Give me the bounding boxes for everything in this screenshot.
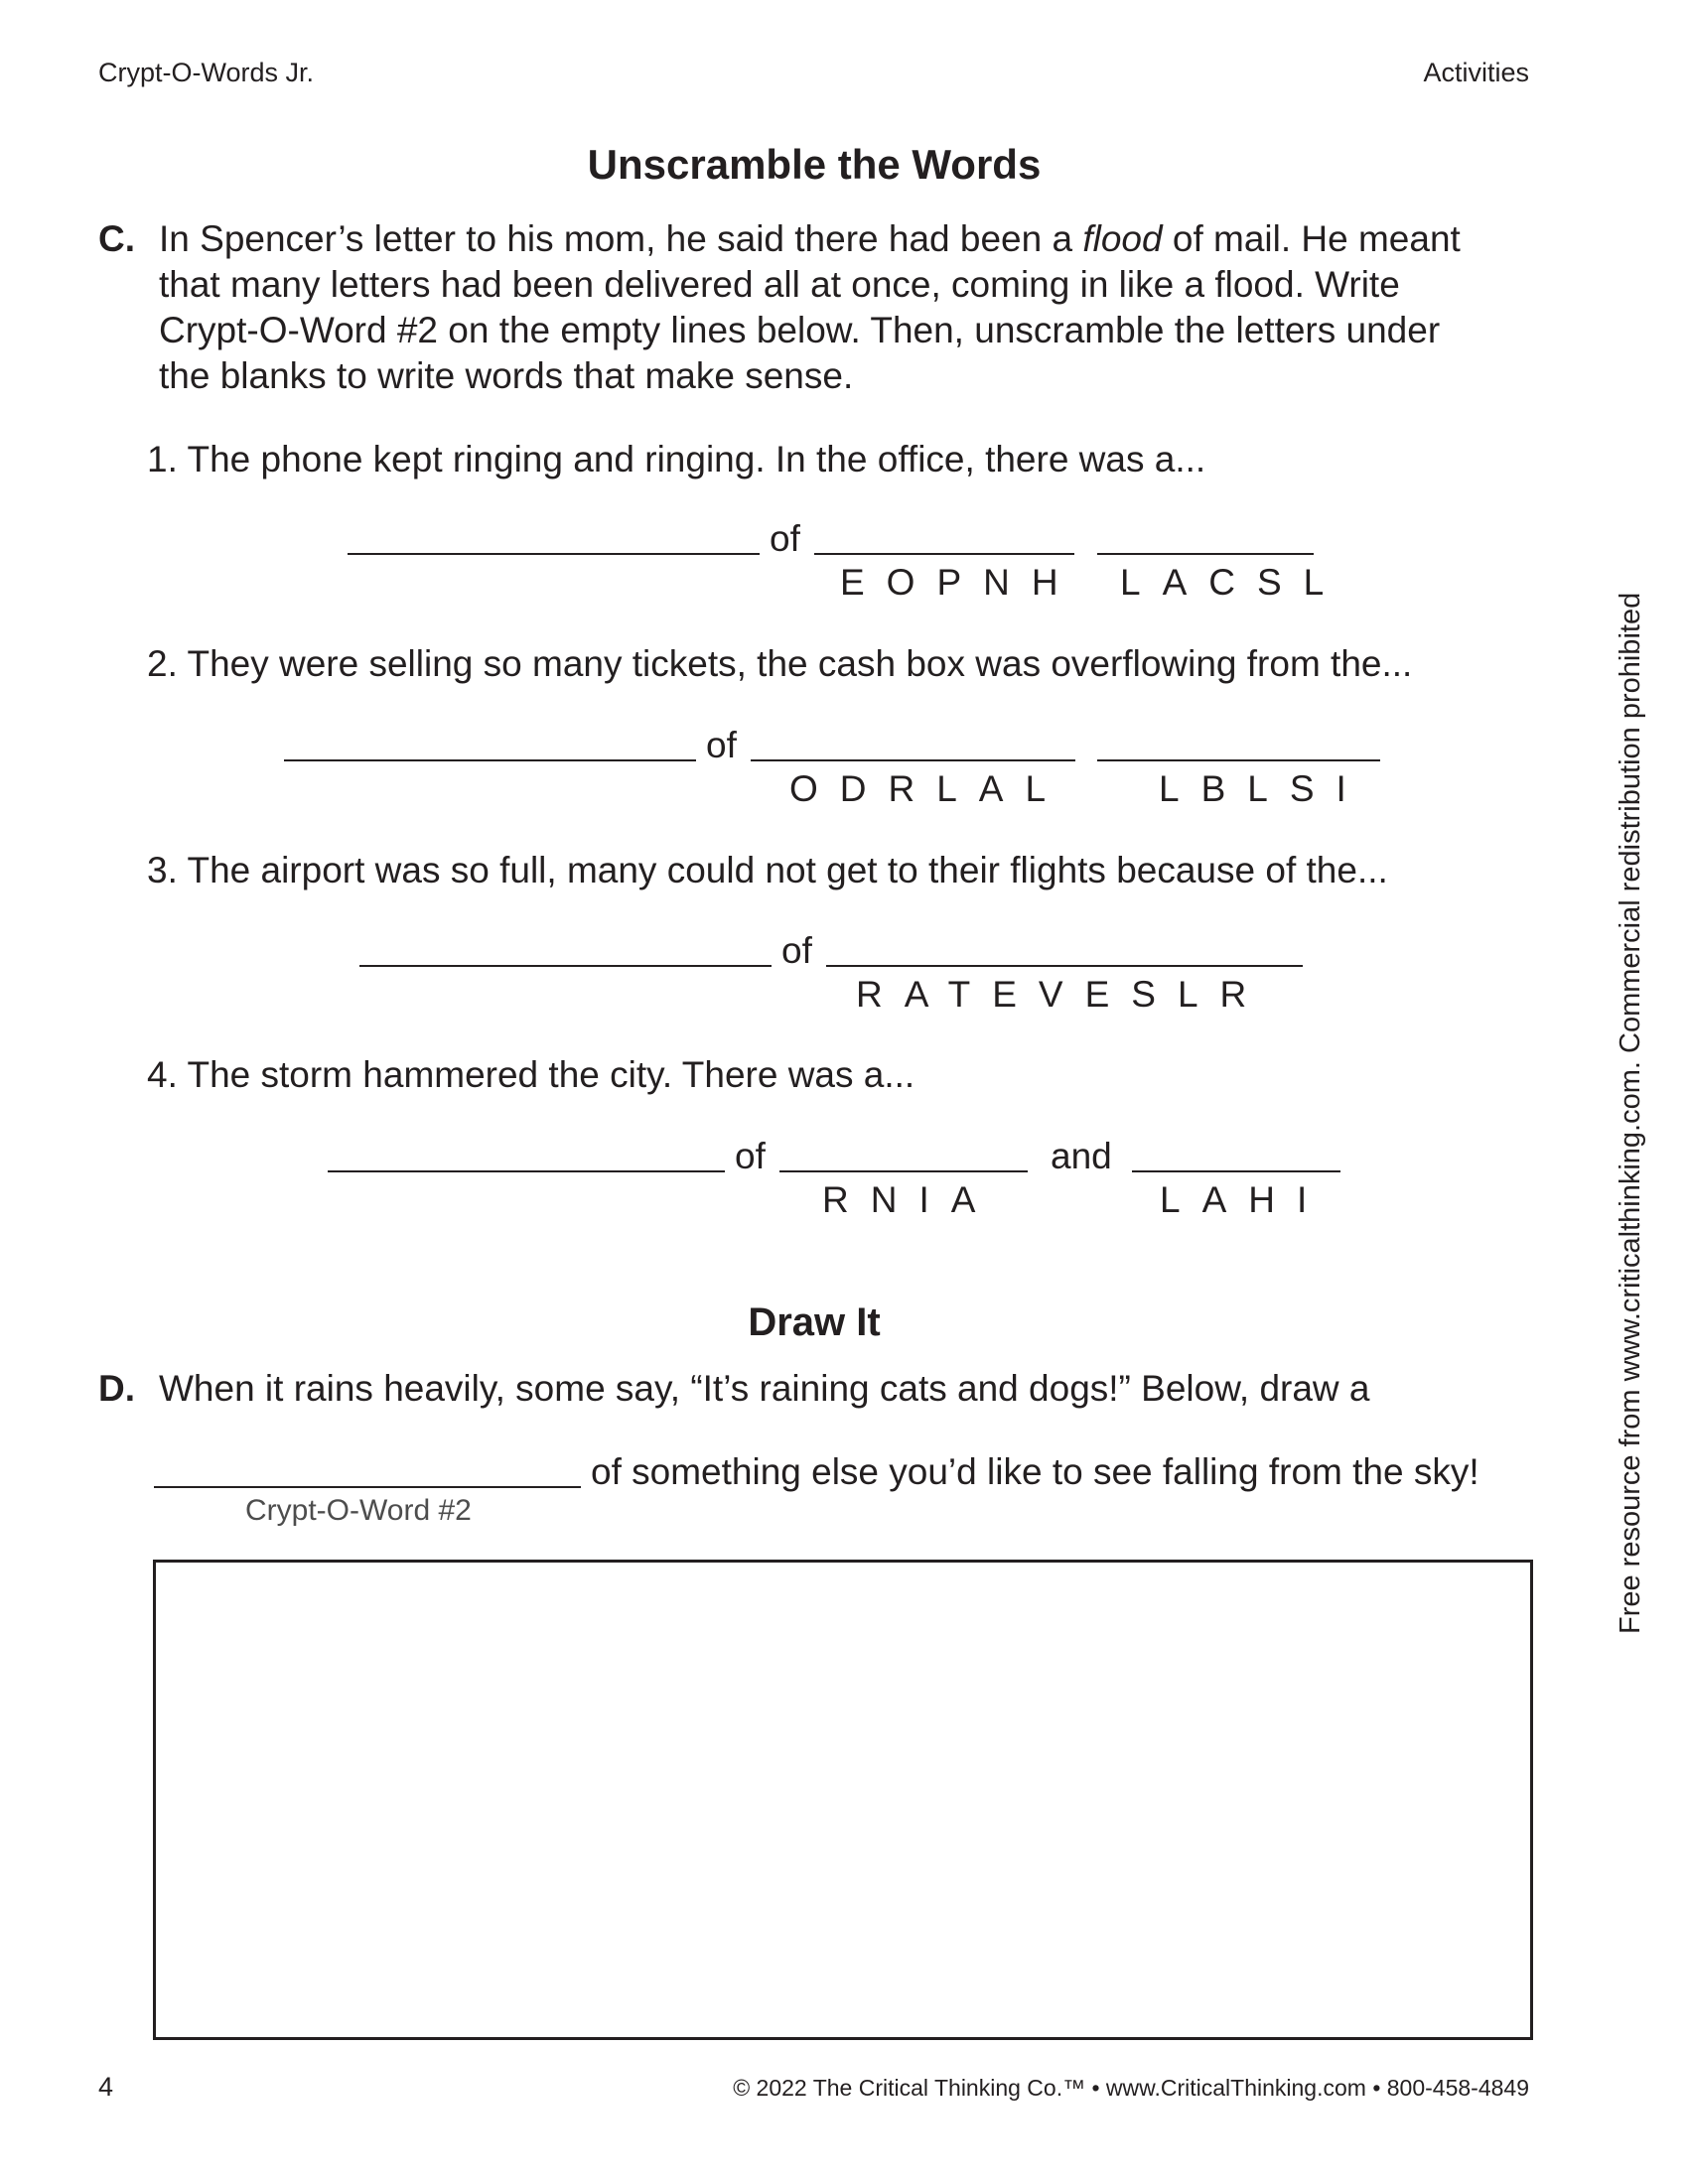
item-2-answer-blank[interactable] [284,759,696,761]
section-c-intro-line2: that many letters had been delivered all at once, coming in like a flood. Write [159,264,1400,305]
drawing-box[interactable] [153,1560,1533,2040]
section-c-intro-line3: Crypt-O-Word #2 on the empty lines below. Then, unscramble the letters under [159,310,1441,350]
item-3-answer-blank[interactable] [359,965,772,967]
item-2-prompt: 2. They were selling so many tickets, the cash box was overflowing from the... [147,643,1413,684]
item-1-connector: of [770,518,800,559]
item-2-word1-blank[interactable] [751,759,1075,761]
section-d-answer-blank[interactable] [154,1486,581,1488]
item-2-connector: of [706,725,737,765]
item-1-word2-blank[interactable] [1097,553,1314,555]
item-1-word1-blank[interactable] [814,553,1074,555]
section-c-intro-line1: In Spencer’s letter to his mom, he said there had been a flood of mail. He meant [159,218,1461,259]
sidebar-notice: Free resource from www.criticalthinking.com. Commercial redistribution prohibited [1615,592,1646,1634]
section-c-letter: C. [98,218,135,259]
footer-copyright: © 2022 The Critical Thinking Co.™ • www.CriticalThinking.com • 800-458-4849 [733,2075,1529,2101]
item-2-scramble-2: LBLSI [1159,768,1368,809]
item-4-scramble-2: LAHI [1160,1179,1330,1220]
item-1-scramble-1: EOPNH [840,562,1080,603]
item-3-scramble-1: RATEVESLR [856,974,1269,1015]
section-c-intro-line4: the blanks to write words that make sense. [159,355,854,396]
item-2-word2-blank[interactable] [1097,759,1380,761]
item-1-answer-blank[interactable] [348,553,760,555]
header-left: Crypt-O-Words Jr. [98,58,315,87]
section-d-line1: When it rains heavily, some say, “It’s raining cats and dogs!” Below, draw a [159,1368,1370,1409]
item-2-scramble-1: ODRLAL [789,768,1068,809]
item-3-connector: of [781,930,812,971]
item-1-scramble-2: LACSL [1120,562,1346,603]
item-4-answer-blank[interactable] [328,1170,725,1172]
section-d-letter: D. [98,1368,135,1409]
flood-word: flood [1082,218,1163,259]
item-4-connector: of [735,1136,766,1176]
section-d-line2: of something else you’d like to see falling from the sky! [591,1451,1479,1492]
item-1-prompt: 1. The phone kept ringing and ringing. In the office, there was a... [147,439,1206,479]
item-4-connector-and: and [1051,1136,1112,1176]
item-4-word2-blank[interactable] [1132,1170,1340,1172]
item-3-word1-blank[interactable] [826,965,1303,967]
section-d-title: Draw It [748,1300,881,1344]
item-4-word1-blank[interactable] [779,1170,1028,1172]
header-right: Activities [1423,58,1529,87]
section-c-title: Unscramble the Words [587,141,1042,188]
blank-caption: Crypt-O-Word #2 [245,1494,472,1527]
item-4-scramble-1: RNIA [822,1179,998,1220]
page-number: 4 [98,2072,114,2102]
item-3-prompt: 3. The airport was so full, many could not get to their flights because of the... [147,850,1388,890]
item-4-prompt: 4. The storm hammered the city. There was a... [147,1054,915,1095]
